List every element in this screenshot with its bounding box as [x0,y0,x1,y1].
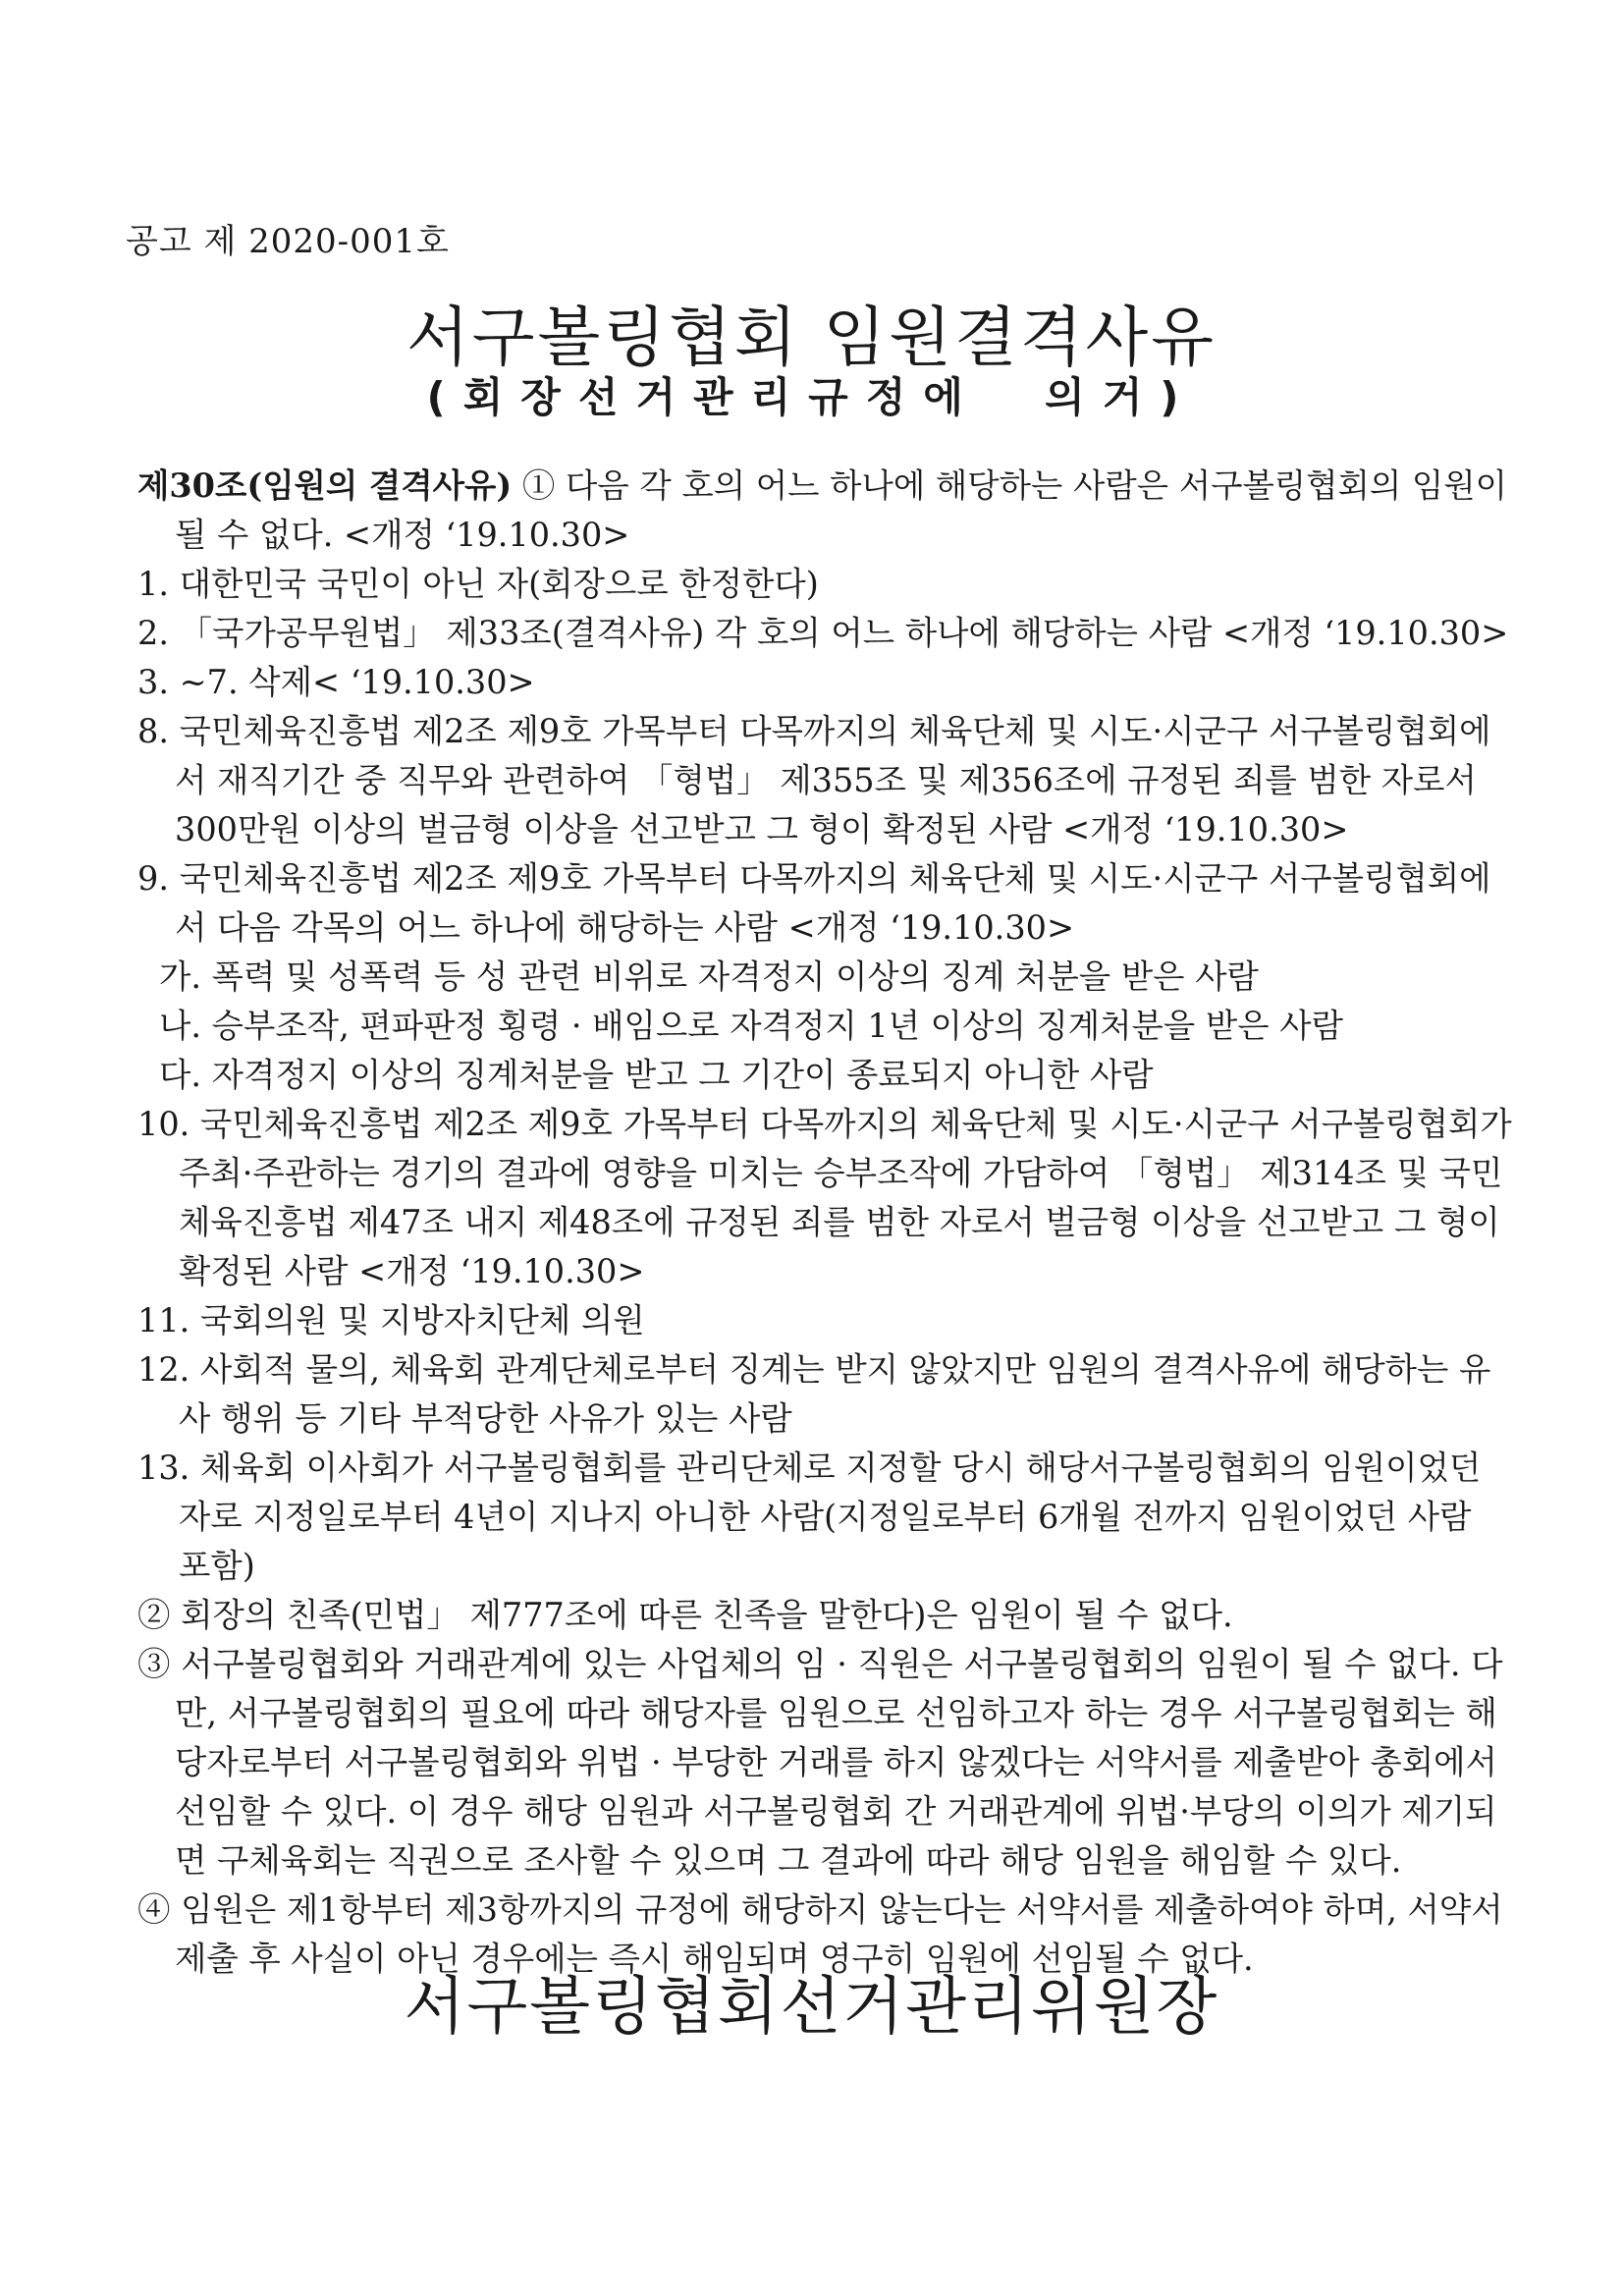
document-title: 서구볼링협회 임원결격사유 [406,300,1217,375]
sub-list-item: 다. 자격정지 이상의 징계처분을 받고 그 기간이 종료되지 아니한 사람 [159,1056,1154,1094]
list-item: 10. 국민체육진흥법 제2조 제9호 가목부터 다목까지의 체육단체 및 시도·시군구 서구볼링협회가 주최·주관하는 경기의 결과에 영향을 미치는 승부조작에 가담하여 「형법」 제314조 및 국민체육진흥법 제47조 내지 제48조에 규정된 죄를 범한 자로서 벌금형 이상을 선고받고 그 형이 확정된 사람 <개정 ‘19.10.30> [137,1105,1512,1290]
document-subtitle: (회장선거관리규정에 의거) [426,373,1197,421]
document-body [137,462,1512,1984]
article-heading: 제30조(임원의 결격사유) [137,466,513,505]
list-item: 9. 국민체육진흥법 제2조 제9호 가목부터 다목까지의 체육단체 및 시도·시군구 서구볼링협회에서 다음 각목의 어느 하나에 해당하는 사람 <개정 ‘19.10.30> [137,859,1491,947]
signature: 서구볼링협회선거관리위원장 [404,1971,1219,2044]
list-item: 1. 대한민국 국민이 아닌 자(회장으로 한정한다) [137,565,819,603]
article-30 [137,462,1512,560]
list-item: 11. 국회의원 및 지방자치단체 의원 [137,1301,645,1339]
list-item: 2. 「국가공무원법」 제33조(결격사유) 각 호의 어느 하나에 해당하는 사람 <개정 ‘19.10.30> [137,614,1509,652]
list-item: 13. 체육회 이사회가 서구볼링협회를 관리단체로 지정할 당시 해당서구볼링협회의 임원이었던 자로 지정일로부터 4년이 지나지 아니한 사람(지정일로부터 6개월 전까지 임원이었던 사람 포함) [137,1449,1482,1585]
clause-3: ③ 서구볼링협회와 거래관계에 있는 사업체의 임 · 직원은 서구볼링협회의 임원이 될 수 없다. 다만, 서구볼링협회의 필요에 따라 해당자를 임원으로 선임하고자 하는 경우 서구볼링협회는 해당자로부터 서구볼링협회와 위법 · 부당한 거래를 하지 않겠다는 서약서를 제출받아 총회에서 선임할 수 있다. 이 경우 해당 임원과 서구볼링협회 간 거래관계에 위법·부당의 이의가 제기되면 구체육회는 직권으로 조사할 수 있으며 그 결과에 따라 해당 임원을 해임할 수 있다. [137,1645,1503,1880]
clause-2: ② 회장의 친족(민법」 제777조에 따른 친족을 말한다)은 임원이 될 수 없다. [137,1596,1233,1634]
list-item: 12. 사회적 물의, 체육회 관계단체로부터 징계는 받지 않았지만 임원의 결격사유에 해당하는 유사 행위 등 기타 부적당한 사유가 있는 사람 [137,1350,1491,1438]
sub-list-item: 나. 승부조작, 편파판정 횡령 · 배임으로 자격정지 1년 이상의 징계처분을 받은 사람 [159,1007,1343,1045]
sub-list-item: 가. 폭력 및 성폭력 등 성 관련 비위로 자격정지 이상의 징계 처분을 받은 사람 [159,957,1259,996]
notice-number: 공고 제 2020-001호 [126,222,450,261]
list-item: 8. 국민체육진흥법 제2조 제9호 가목부터 다목까지의 체육단체 및 시도·시군구 서구볼링협회에서 재직기간 중 직무와 관련하여 「형법」 제355조 및 제356조에 규정된 죄를 범한 자로서 300만원 이상의 벌금형 이상을 선고받고 그 형이 확정된 사람 <개정 ‘19.10.30> [137,712,1491,848]
clause-4: ④ 임원은 제1항부터 제3항까지의 규정에 해당하지 않는다는 서약서를 제출하여야 하며, 서약서 제출 후 사실이 아닌 경우에는 즉시 해임되며 영구히 임원에 선임될 수 없다. [137,1890,1503,1978]
article-intro: ① 다음 각 호의 어느 하나에 해당하는 사람은 서구볼링협회의 임원이 될 수 없다. <개정 ‘19.10.30> [175,466,1507,554]
list-item: 3. ~7. 삭제< ‘19.10.30> [137,663,535,701]
